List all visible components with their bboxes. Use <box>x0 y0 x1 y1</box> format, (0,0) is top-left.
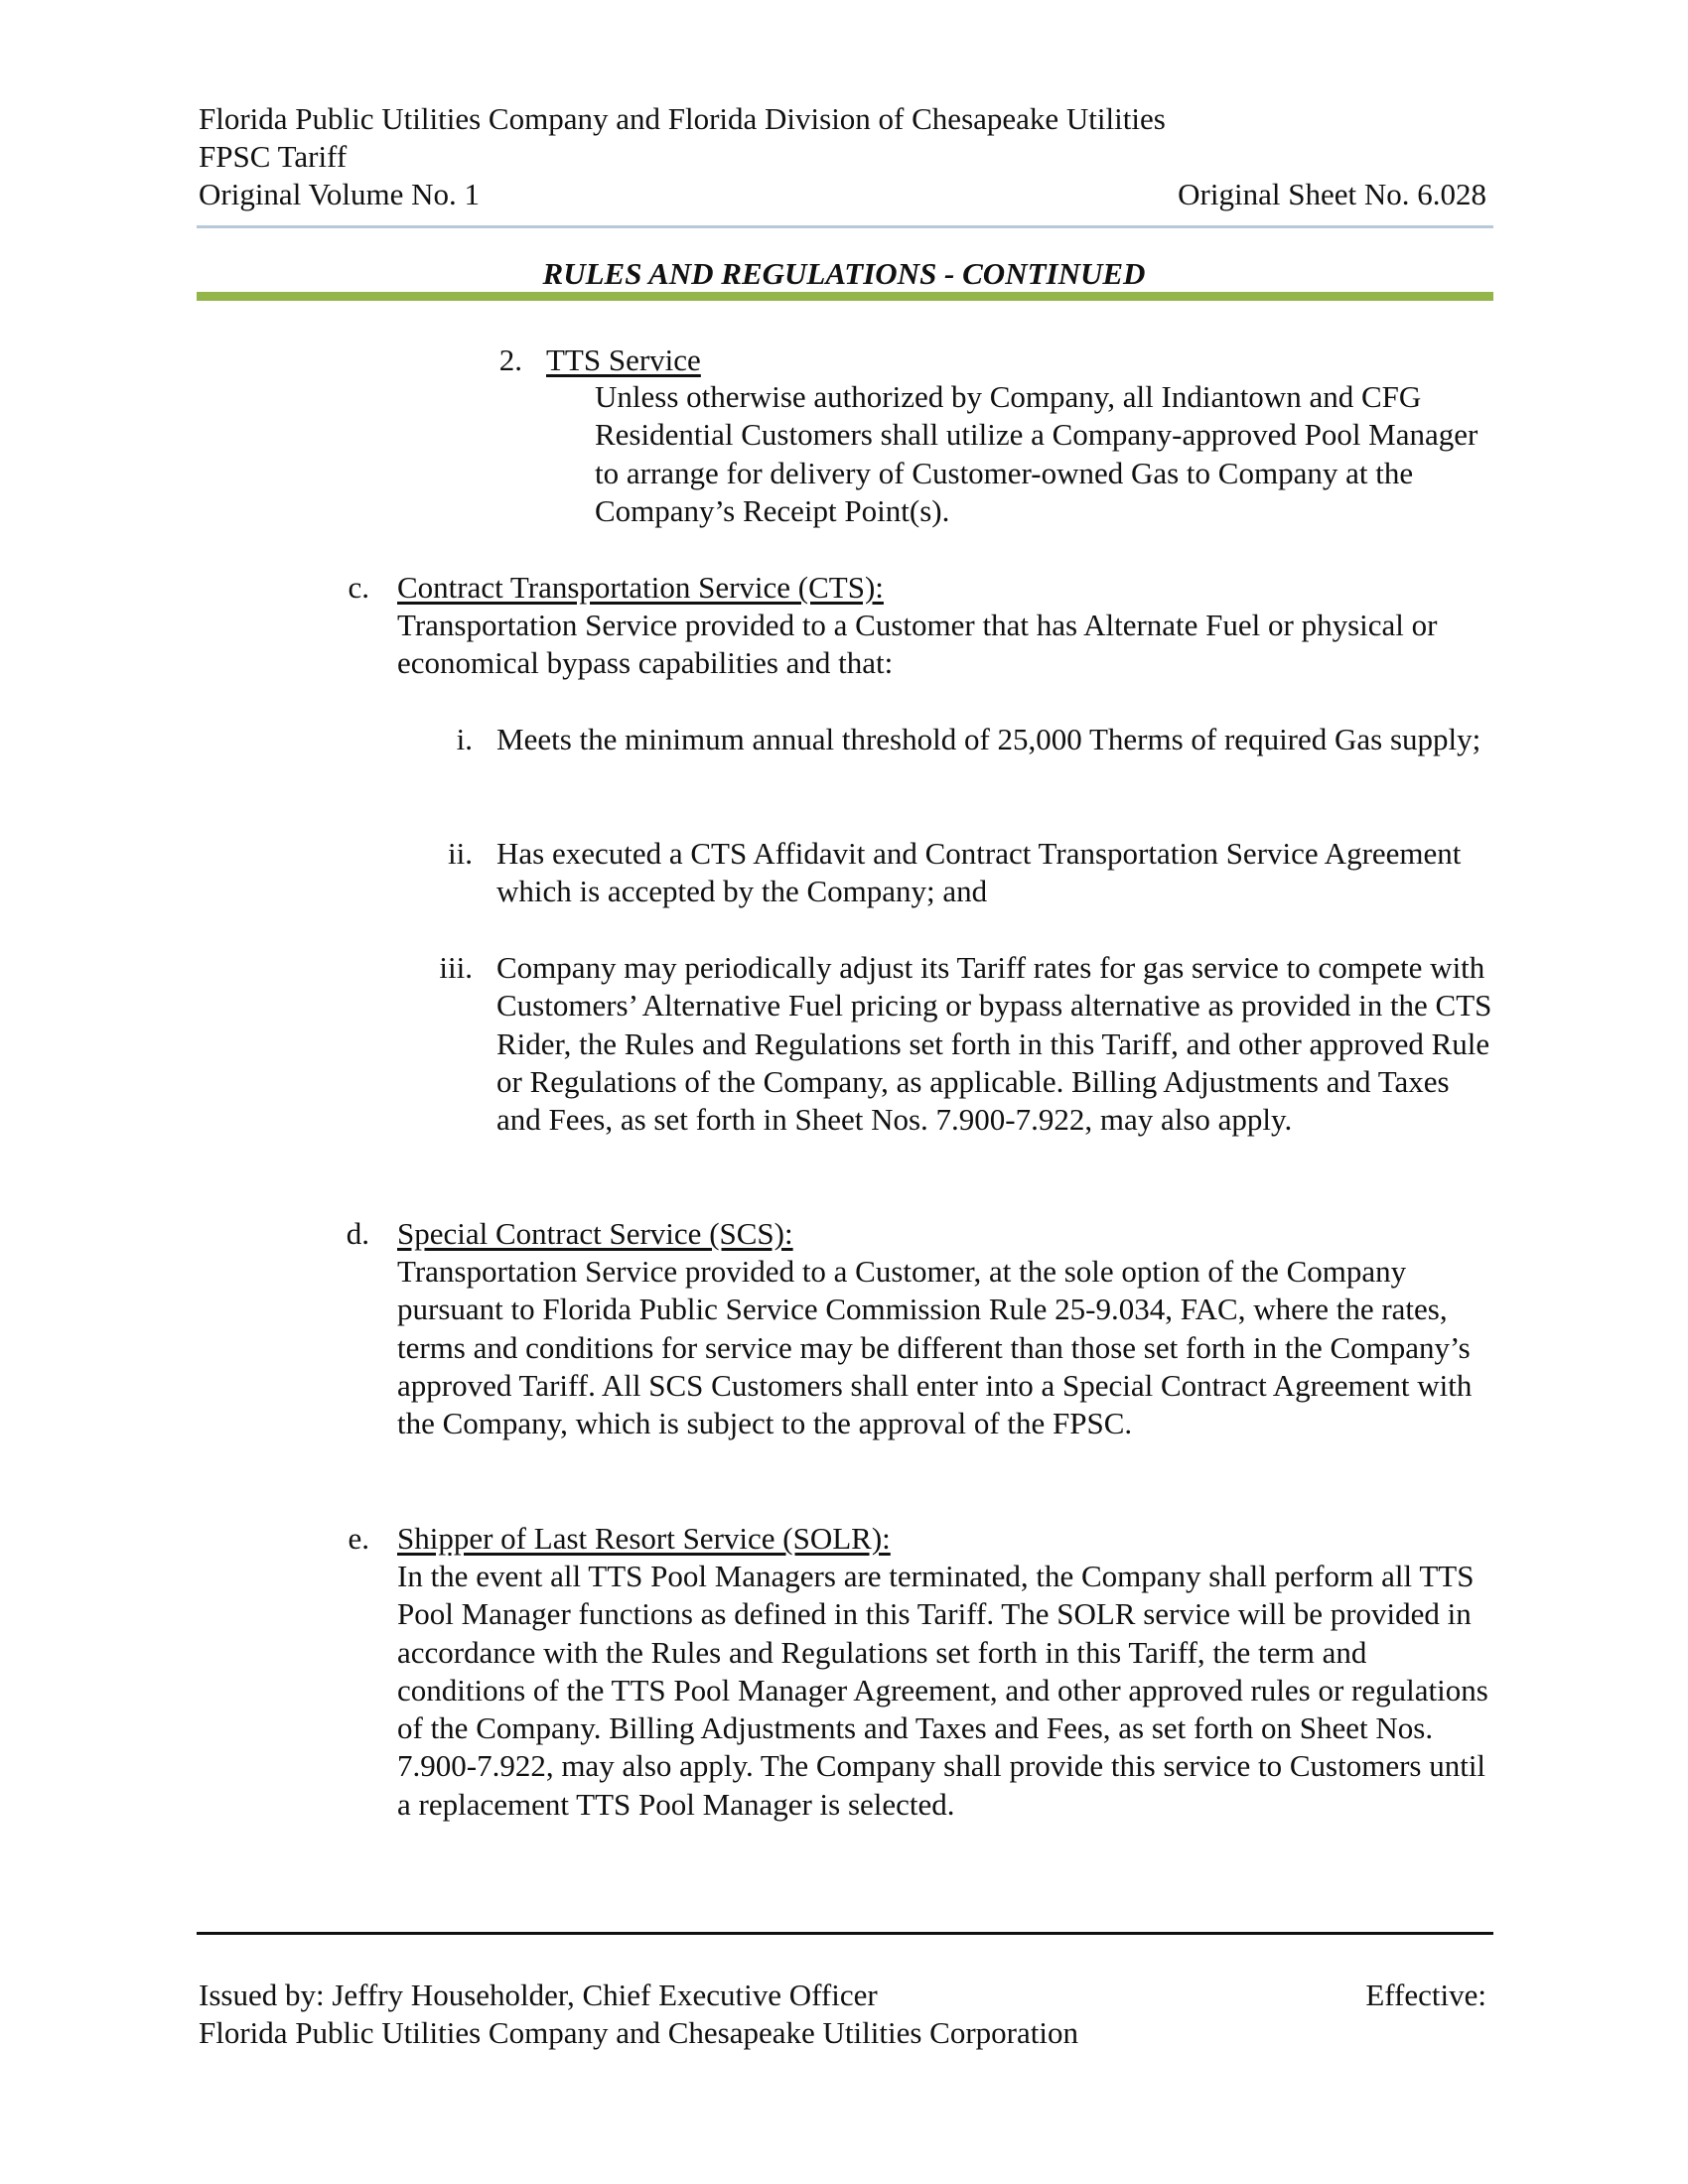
footer-effective: Effective: <box>1365 1978 1486 2012</box>
header-divider <box>197 225 1493 228</box>
header-tariff-line: FPSC Tariff <box>199 139 348 174</box>
cts-item-marker: ii. <box>448 836 473 871</box>
section-title-rule <box>197 292 1493 301</box>
header-volume: Original Volume No. 1 <box>199 177 481 211</box>
header-sheet-number: Original Sheet No. 6.028 <box>1178 177 1486 211</box>
footer-company: Florida Public Utilities Company and Chesapeake Utilities Corporation <box>199 2015 1078 2050</box>
cts-title: Contract Transportation Service (CTS): <box>397 570 884 605</box>
tts-title: TTS Service <box>546 342 701 377</box>
footer-divider <box>197 1932 1493 1935</box>
cts-item-text: Has executed a CTS Affidavit and Contract Transportation Service Agreement which is accepted by the Company; and <box>496 836 1462 909</box>
tts-body: Unless otherwise authorized by Company, all Indiantown and CFG Residential Customers shall utilize a Company-approved Pool Manager to arrange for delivery of Customer-owned Gas to Company at the Company’s Receipt Point(s). <box>595 379 1478 528</box>
solr-body: In the event all TTS Pool Managers are terminated, the Company shall perform all TTS Pool Manager functions as defined in this Tariff. The SOLR service will be provided in accordance with the Rules and Regulations set forth in this Tariff, the term and conditions of the TTS Pool Manager Agreement, and other approved rules or regulations of the Company. Billing Adjustments and Taxes and Fees, as set forth on Sheet Nos. 7.900-7.922, may also apply. The Company shall provide this service to Customers until a replacement TTS Pool Manager is selected. <box>397 1559 1488 1822</box>
cts-item-text: Company may periodically adjust its Tariff rates for gas service to compete with Customers’ Alternative Fuel pricing or bypass alternative as provided in the CTS Rider, the Rules and Regulations set forth in this Tariff, and other approved Rule or Regulations of the Company, as applicable. Billing Adjustments and Taxes and Fees, as set forth in Sheet Nos. 7.900-7.922, may also apply. <box>496 950 1492 1138</box>
solr-letter: e. <box>348 1521 369 1556</box>
footer-issued-by: Issued by: Jeffry Householder, Chief Executive Officer <box>199 1978 878 2012</box>
solr-title: Shipper of Last Resort Service (SOLR): <box>397 1521 891 1556</box>
cts-letter: c. <box>348 570 369 605</box>
scs-body: Transportation Service provided to a Customer, at the sole option of the Company pursuant to Florida Public Service Commission Rule 25-9.034, FAC, where the rates, terms and conditions for service may be different than those set forth in the Company’s approved Tariff. All SCS Customers shall enter into a Special Contract Agreement with the Company, which is subject to the approval of the FPSC. <box>397 1254 1473 1441</box>
scs-title: Special Contract Service (SCS): <box>397 1216 793 1251</box>
cts-item-marker: iii. <box>439 950 473 985</box>
section-title: RULES AND REGULATIONS - CONTINUED <box>542 256 1146 291</box>
header-company-line: Florida Public Utilities Company and Florida Division of Chesapeake Utilities <box>199 101 1166 136</box>
cts-item-marker: i. <box>456 722 473 756</box>
cts-item-text: Meets the minimum annual threshold of 25,000 Therms of required Gas supply; <box>496 722 1481 756</box>
scs-letter: d. <box>346 1216 369 1251</box>
cts-body: Transportation Service provided to a Customer that has Alternate Fuel or physical or economical bypass capabilities and that: <box>397 608 1438 681</box>
tts-number: 2. <box>498 342 522 377</box>
